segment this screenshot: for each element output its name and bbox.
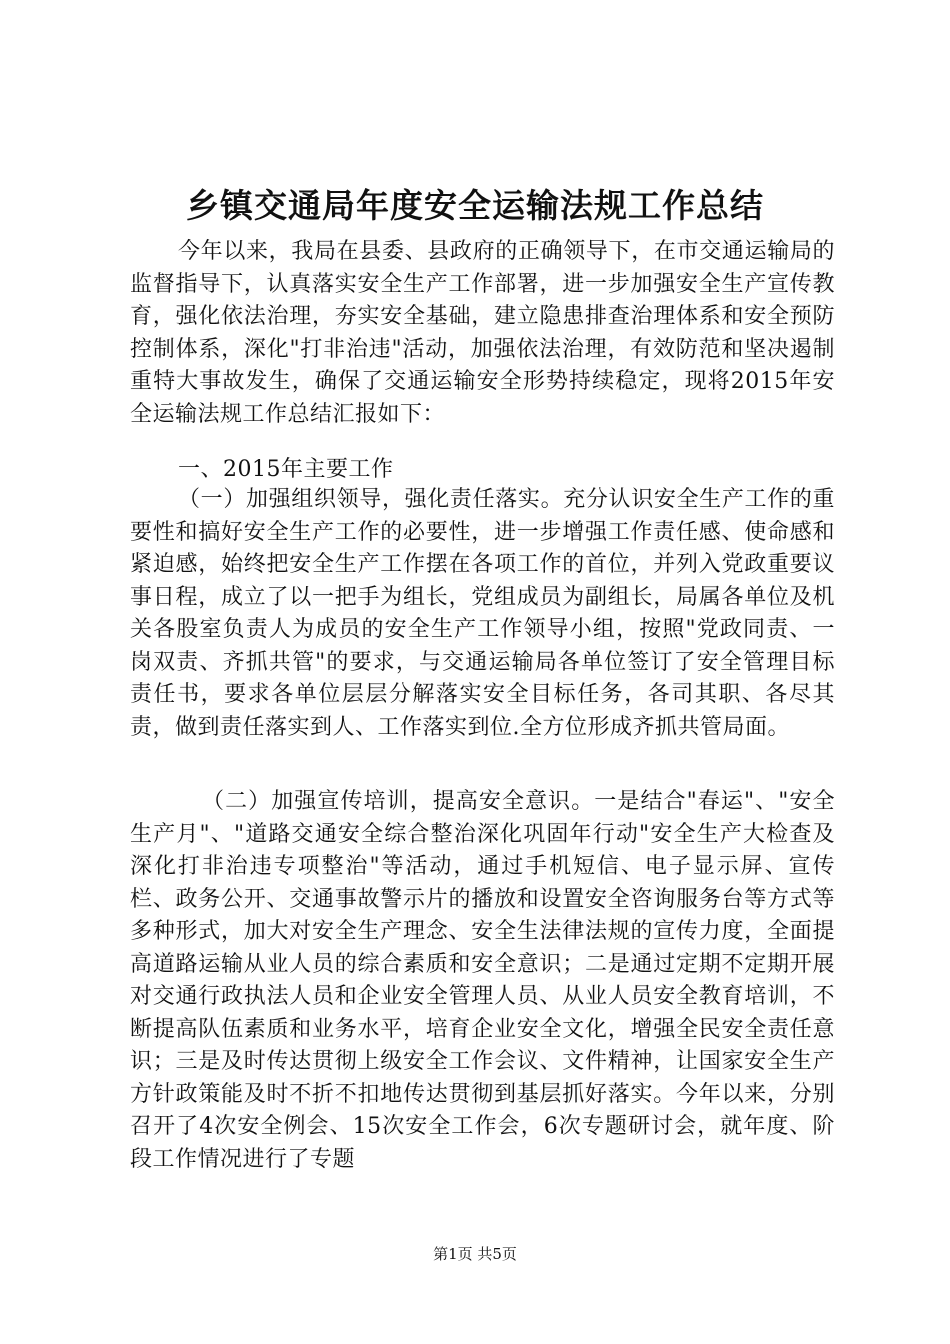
page-number: 第1页 共5页 — [433, 1245, 517, 1263]
section-heading: 一、2015年主要工作 — [178, 457, 394, 482]
document-title: 乡镇交通局年度安全运输法规工作总结 — [186, 186, 764, 225]
intro-paragraph: 今年以来，我局在县委、县政府的正确领导下，在市交通运输局的监督指导下，认真落实安全生产工作部署，进一步加强安全生产宣传教育，强化依法治理，夯实安全基础，建立隐患排查治理体系和安全预防控制体系，深化"打非治违"活动，加强依法治理，有效防范和坚决遏制重特大事故发生，确保了交通运输安全形势持续稳定，现将2015年安全运输法规工作总结汇报如下： — [130, 239, 835, 427]
section-1-paragraph: （一）加强组织领导，强化责任落实。充分认识安全生产工作的重要性和搞好安全生产工作的必要性，进一步增强工作责任感、使命感和紧迫感，始终把安全生产工作摆在各项工作的首位，并列入党政重要议事日程，成立了以一把手为组长，党组成员为副组长，局属各单位及机关各股室负责人为成员的安全生产工作领导小组，按照"党政同责、一岗双责、齐抓共管"的要求，与交通运输局各单位签订了安全管理目标责任书，要求各单位层层分解落实安全目标任务，各司其职、各尽其责，做到责任落实到人、工作落实到位.全方位形成齐抓共管局面。 — [130, 487, 835, 740]
section-2-paragraph: （二）加强宣传培训，提高安全意识。一是结合"春运"、"安全生产月"、"道路交通安全综合整治深化巩固年行动"安全生产大检查及深化打非治违专项整治"等活动，通过手机短信、电子显示屏、宣传栏、政务公开、交通事故警示片的播放和设置安全咨询服务台等方式等多种形式，加大对安全生产理念、安全生法律法规的宣传力度，全面提高道路运输从业人员的综合素质和安全意识；二是通过定期不定期开展对交通行政执法人员和企业安全管理人员、从业人员安全教育培训，不断提高队伍素质和业务水平，培育企业安全文化，增强全民安全责任意识；三是及时传达贯彻上级安全工作会议、文件精神，让国家安全生产方针政策能及时不折不扣地传达贯彻到基层抓好落实。今年以来，分别召开了4次安全例会、15次安全工作会，6次专题研讨会，就年度、阶段工作情况进行了专题 — [130, 789, 835, 1172]
